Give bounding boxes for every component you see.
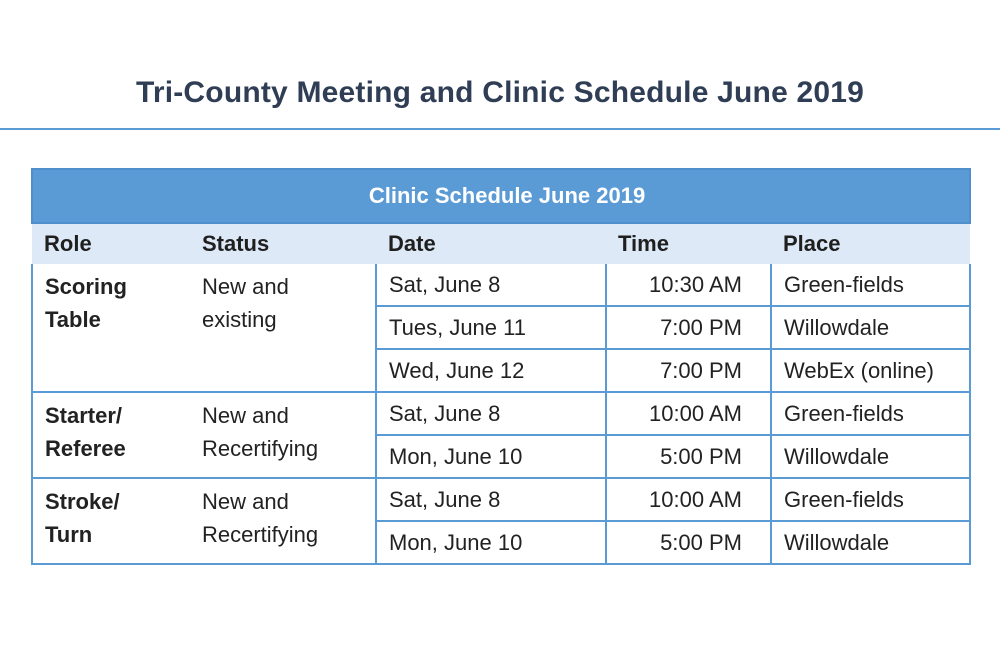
date-cell: Mon, June 10 [376, 521, 606, 564]
place-cell: Willowdale [771, 306, 970, 349]
table-header-row [32, 223, 970, 264]
date-cell: Mon, June 10 [376, 435, 606, 478]
status-line: New and [202, 489, 289, 514]
header-time: Time [606, 223, 771, 264]
role-line: Table [45, 307, 101, 332]
time-cell: 7:00 PM [606, 306, 771, 349]
header-status: Status [190, 223, 376, 264]
role-line: Stroke/ [45, 489, 120, 514]
status-cell [190, 264, 376, 392]
role-line: Turn [45, 522, 93, 547]
date-cell: Sat, June 8 [376, 478, 606, 521]
status-line: Recertifying [202, 522, 319, 547]
header-date: Date [376, 223, 606, 264]
status-line: New and [202, 274, 289, 299]
role-line: Starter/ [45, 403, 123, 428]
time-cell: 10:30 AM [606, 264, 771, 306]
date-cell: Wed, June 12 [376, 349, 606, 392]
header-role: Role [32, 223, 190, 264]
place-cell: WebEx (online) [771, 349, 970, 392]
role-cell [32, 478, 190, 564]
role-line: Scoring [45, 274, 127, 299]
role-line: Referee [45, 436, 126, 461]
status-line: New and [202, 403, 289, 428]
place-cell: Green-fields [771, 264, 970, 306]
status-line: existing [202, 307, 277, 332]
place-cell: Willowdale [771, 521, 970, 564]
time-cell: 10:00 AM [606, 392, 771, 435]
table-row [32, 478, 970, 521]
date-cell: Tues, June 11 [376, 306, 606, 349]
date-cell: Sat, June 8 [376, 264, 606, 306]
time-cell: 5:00 PM [606, 435, 771, 478]
place-cell: Willowdale [771, 435, 970, 478]
table-row [32, 392, 970, 435]
page-title: Tri-County Meeting and Clinic Schedule June 2019 [135, 76, 865, 109]
date-cell: Sat, June 8 [376, 392, 606, 435]
status-line: Recertifying [202, 436, 319, 461]
header-place: Place [771, 223, 970, 264]
table-caption: Clinic Schedule June 2019 [32, 169, 970, 223]
place-cell: Green-fields [771, 392, 970, 435]
role-cell [32, 264, 190, 392]
time-cell: 7:00 PM [606, 349, 771, 392]
status-cell [190, 392, 376, 478]
clinic-schedule-table [31, 168, 971, 565]
title-divider [0, 128, 1000, 130]
time-cell: 10:00 AM [606, 478, 771, 521]
time-cell: 5:00 PM [606, 521, 771, 564]
role-cell [32, 392, 190, 478]
place-cell: Green-fields [771, 478, 970, 521]
table-row [32, 264, 970, 306]
status-cell [190, 478, 376, 564]
